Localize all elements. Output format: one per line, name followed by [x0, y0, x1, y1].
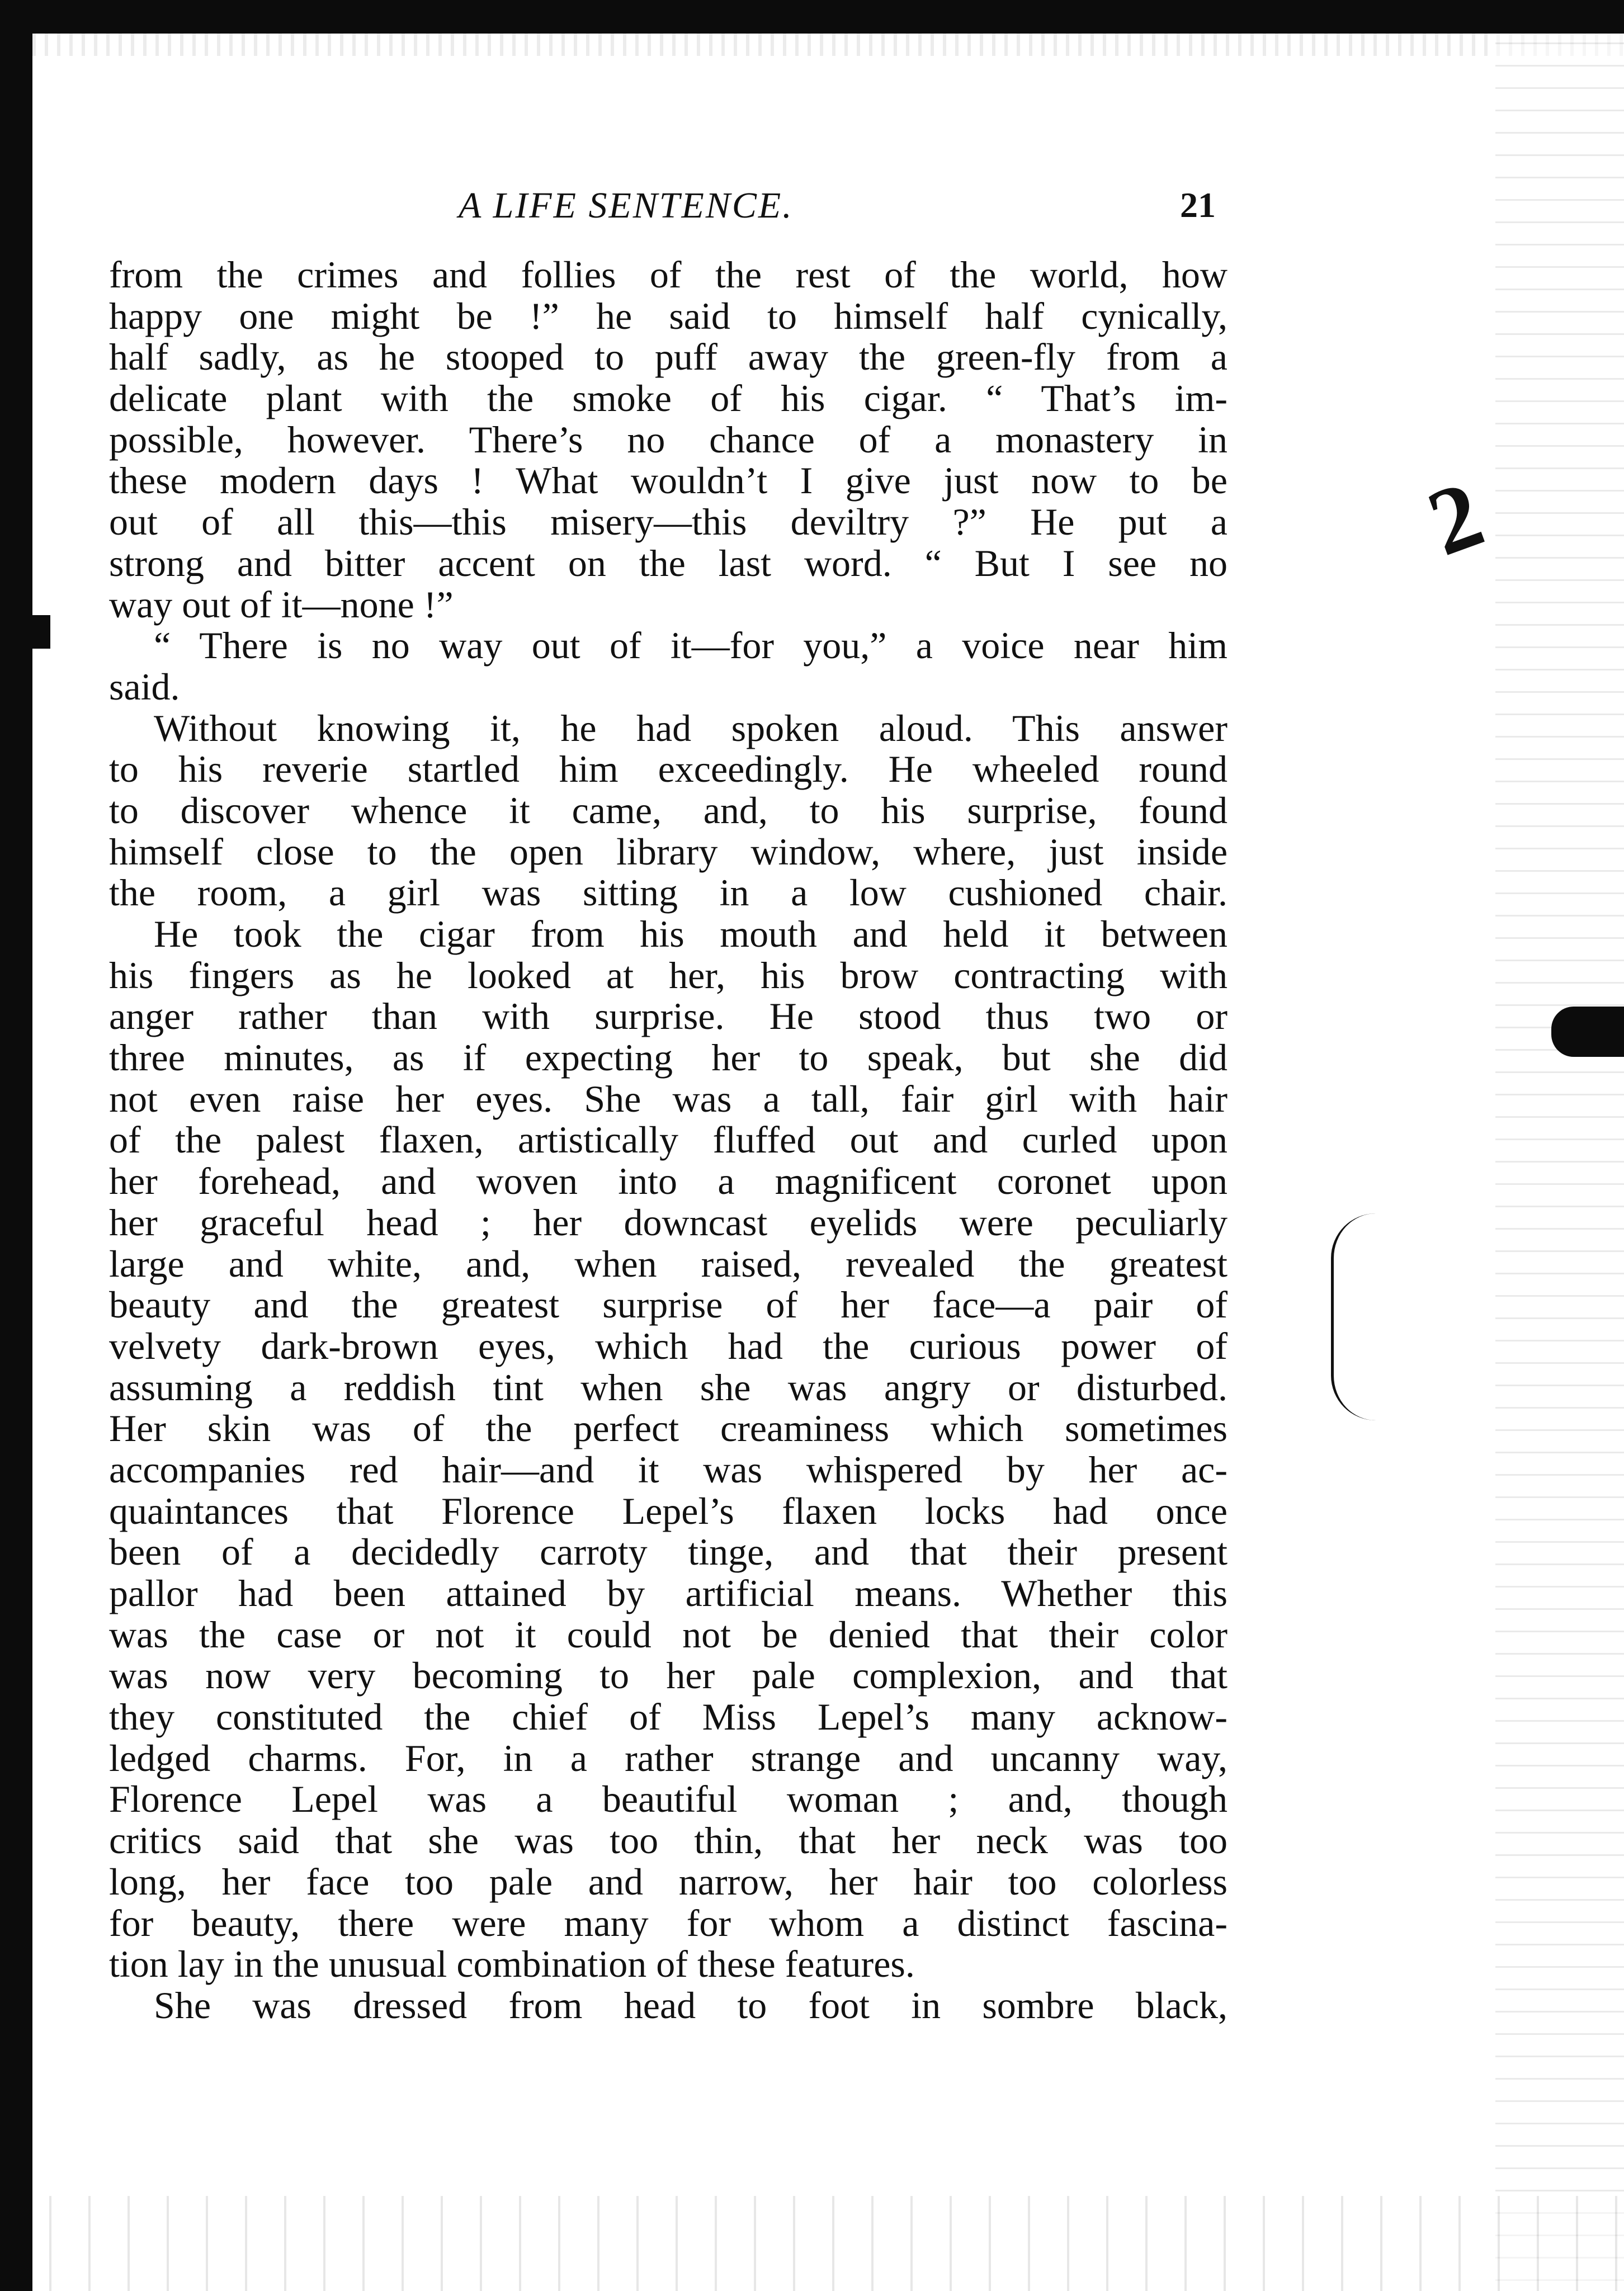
- text-line: her forehead, and woven into a magnificent coronet upon: [109, 1160, 1228, 1203]
- text-line: He took the cigar from his mouth and held it between: [154, 913, 1228, 955]
- ink-blot: [1551, 1007, 1624, 1057]
- handwritten-margin-mark: 2: [1415, 461, 1496, 576]
- text-line: himself close to the open library window, where, just inside: [109, 830, 1228, 873]
- text-line: out of all this—this misery—this deviltry ?” He put a: [109, 500, 1228, 544]
- text-line: not even raise her eyes. She was a tall, fair girl with hair: [109, 1077, 1228, 1120]
- text-line: Without knowing it, he had spoken aloud. This answer: [154, 706, 1228, 749]
- text-line: of the palest flaxen, artistically fluffed out and curled upon: [109, 1118, 1228, 1161]
- text-line: ledged charms. For, in a rather strange and uncanny way,: [109, 1736, 1228, 1779]
- text-line: large and white, and, when raised, revealed the greatest: [109, 1242, 1228, 1285]
- text-line: critics said that she was too thin, that her neck was too: [109, 1819, 1228, 1862]
- text-line: assuming a reddish tint when she was angry or disturbed.: [109, 1366, 1228, 1409]
- text-line: Florence Lepel was a beautiful woman ; and, though: [109, 1778, 1228, 1821]
- text-line: long, her face too pale and narrow, her hair too colorless: [109, 1860, 1228, 1903]
- text-line: to his reverie startled him exceedingly. He wheeled round: [109, 748, 1228, 791]
- scan-border-top: [0, 0, 1624, 34]
- text-line: the room, a girl was sitting in a low cushioned chair.: [109, 871, 1228, 914]
- text-line: pallor had been attained by artificial means. Whether this: [109, 1572, 1228, 1614]
- ink-blot-left: [0, 615, 50, 649]
- text-line: was now very becoming to her pale complexion, and that: [109, 1654, 1228, 1697]
- text-line: they constituted the chief of Miss Lepel’s many acknow-: [109, 1695, 1228, 1739]
- text-line: for beauty, there were many for whom a distinct fascina-: [109, 1901, 1228, 1944]
- scan-noise-right: [1495, 34, 1624, 2291]
- text-line: possible, however. There’s no chance of a monastery in: [109, 418, 1228, 461]
- text-line: Her skin was of the perfect creaminess which sometimes: [109, 1407, 1228, 1450]
- text-line: “ There is no way out of it—for you,” a voice near him: [154, 624, 1228, 667]
- text-line: velvety dark-brown eyes, which had the curious power of: [109, 1324, 1228, 1367]
- text-line: her graceful head ; her downcast eyelids were peculiarly: [109, 1201, 1228, 1244]
- text-line: to discover whence it came, and, to his surprise, found: [109, 788, 1228, 832]
- text-line: tion lay in the unusual combination of these features.: [109, 1943, 915, 1986]
- scan-noise-bottom: [32, 2196, 1624, 2291]
- text-line: was the case or not it could not be denied that their color: [109, 1613, 1228, 1656]
- text-line: She was dressed from head to foot in sombre black,: [154, 1983, 1228, 2027]
- page-number: 21: [1180, 185, 1216, 225]
- text-line: accompanies red hair—and it was whispered by her ac-: [109, 1448, 1228, 1491]
- text-line: his fingers as he looked at her, his brow contracting with: [109, 953, 1228, 996]
- text-line: been of a decidedly carroty tinge, and that their present: [109, 1531, 1228, 1574]
- page-header: [112, 185, 1230, 235]
- text-line: half sadly, as he stooped to puff away the green-fly from a: [109, 336, 1228, 379]
- text-line: way out of it—none !”: [109, 583, 454, 626]
- text-line: happy one might be !” he said to himself half cynically,: [109, 294, 1228, 337]
- text-line: beauty and the greatest surprise of her face—a pair of: [109, 1283, 1228, 1326]
- text-line: these modern days ! What wouldn’t I give just now to be: [109, 459, 1228, 502]
- body-text: [109, 254, 1228, 2027]
- text-line: strong and bitter accent on the last word. “ But I see no: [109, 541, 1228, 584]
- scan-noise-top: [32, 34, 1624, 56]
- text-line: three minutes, as if expecting her to speak, but she did: [109, 1036, 1228, 1079]
- text-line: from the crimes and follies of the rest of the world, how: [109, 253, 1228, 296]
- text-line: anger rather than with surprise. He stood thus two or: [109, 995, 1228, 1038]
- text-line: delicate plant with the smoke of his cigar. “ That’s im-: [109, 377, 1228, 420]
- scan-border-left: [0, 0, 32, 2291]
- running-title: A LIFE SENTENCE.: [459, 185, 794, 226]
- text-line: quaintances that Florence Lepel’s flaxen locks had once: [109, 1489, 1228, 1532]
- handwritten-margin-bracket: [1331, 1213, 1378, 1420]
- text-line: said.: [109, 665, 180, 708]
